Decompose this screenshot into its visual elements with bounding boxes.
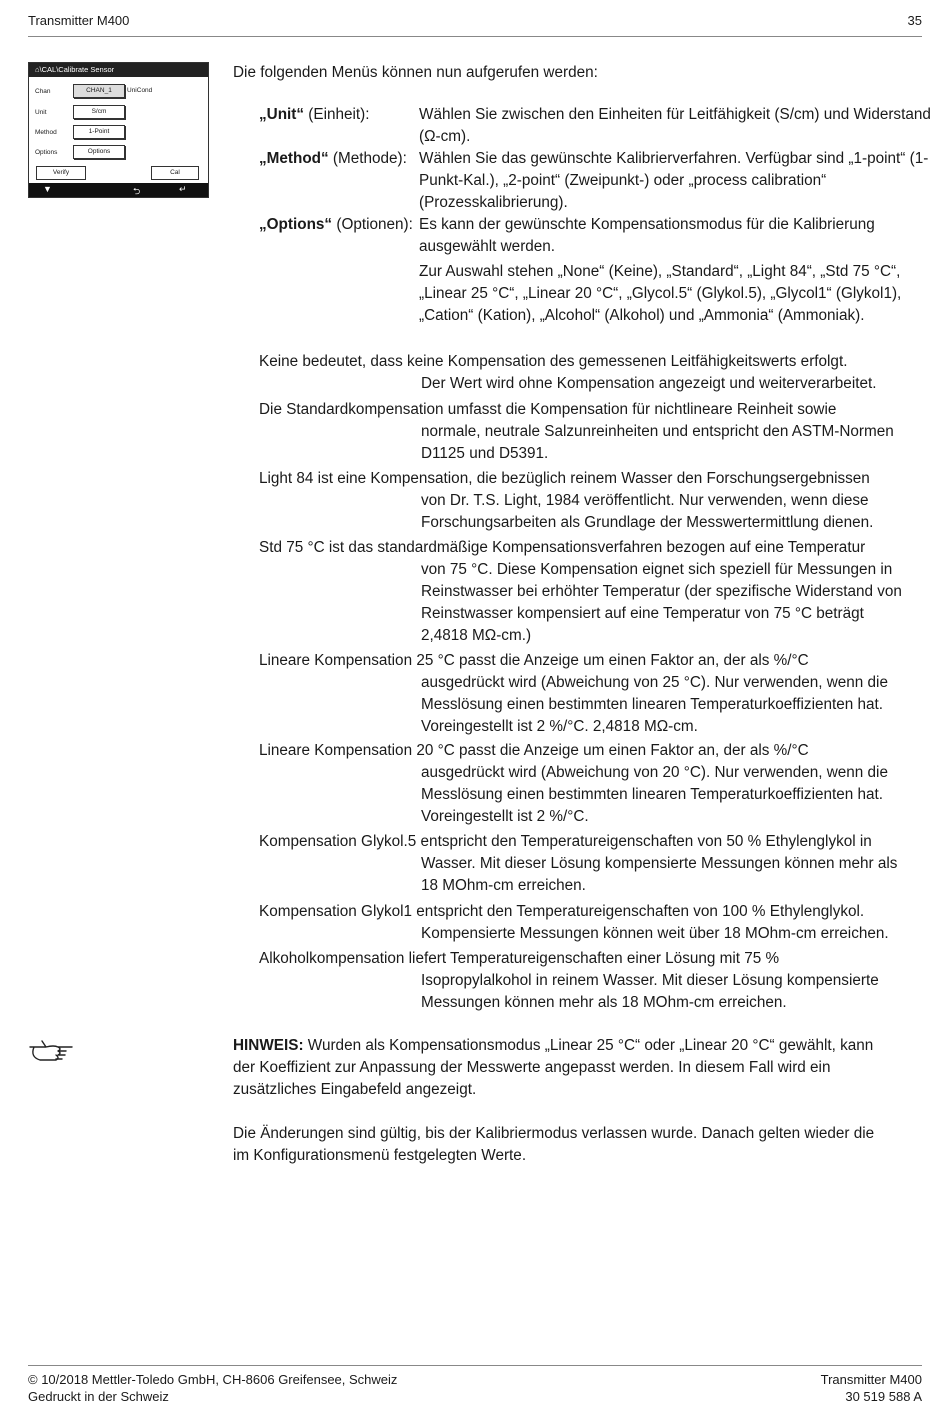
compensation-paragraph	[259, 948, 923, 1014]
device-label: Chan	[35, 88, 51, 95]
home-icon: ⌂	[35, 65, 40, 74]
paragraph-first-line: Light 84 ist eine Kompensation, die bezüglich reinem Wasser den Forschungsergebnissen	[259, 470, 870, 487]
term-method: „Method“	[259, 150, 329, 167]
compensation-paragraph	[259, 901, 923, 945]
term-gloss: (Einheit):	[304, 106, 370, 123]
paragraph-continuation-line: Voreingestellt ist 2 %/°C.	[421, 808, 589, 825]
footer-printed: Gedruckt in der Schweiz	[28, 1389, 169, 1404]
device-label: Unit	[35, 109, 47, 116]
paragraph-continuation-line: Kompensierte Messungen können weit über 18 MOhm-cm erreichen.	[421, 925, 889, 942]
paragraph-continuation-line: von 75 °C. Diese Kompensation eignet sich speziell für Messungen in	[421, 561, 893, 578]
device-title: \CAL\Calibrate Sensor	[39, 65, 115, 74]
definition-desc: Es kann der gewünschte Kompensationsmodus für die Kalibrierung ausgewählt werden.	[419, 216, 875, 255]
paragraph-first-line: Keine bedeutet, dass keine Kompensation des gemessenen Leitfähigkeitswerts erfolgt.	[259, 353, 848, 370]
paragraph-first-line: Alkoholkompensation liefert Temperatureigenschaften einer Lösung mit 75 %	[259, 950, 780, 967]
closing-text: Die Änderungen sind gültig, bis der Kalibriermodus verlassen wurde. Danach gelten wieder die im Konfigurationsmenü festgelegten Werte.	[233, 1125, 875, 1164]
paragraph-continuation-line: Wasser. Mit dieser Lösung kompensierte Messungen können mehr als	[421, 855, 898, 872]
paragraph-first-line: Kompensation Glykol.5 entspricht den Temperatureigenschaften von 50 % Ethylenglykol in	[259, 833, 872, 850]
paragraph-continuation-line: Messlösung einen bestimmten linearen Temperaturkoeffizienten hat.	[421, 696, 884, 713]
footer-rule	[28, 1365, 922, 1366]
device-title-bar	[29, 63, 208, 77]
header-title: Transmitter M400	[28, 13, 130, 28]
paragraph-first-line: Lineare Kompensation 25 °C passt die Anzeige um einen Faktor an, der als %/°C	[259, 652, 809, 669]
paragraph-continuation-line: Messungen können mehr als 18 MOhm-cm erreichen.	[421, 994, 787, 1011]
paragraph-continuation-line: Messlösung einen bestimmten linearen Temperaturkoeffizienten hat.	[421, 786, 884, 803]
term-gloss: (Optionen):	[332, 216, 413, 233]
footer-product: Transmitter M400	[820, 1372, 922, 1387]
device-row-chan	[29, 83, 208, 99]
arrow-down-icon[interactable]: ▼	[43, 184, 52, 194]
device-field-options[interactable]: Options	[73, 145, 125, 159]
device-field-unit[interactable]: S/cm	[73, 105, 125, 119]
intro-text: Die folgenden Menüs können nun aufgerufen werden:	[233, 64, 598, 81]
definition-desc: Wählen Sie das gewünschte Kalibrierverfahren. Verfügbar sind „1-point“ (1-Punkt-Kal.), „2-point“ (Zweipunkt-) oder „process calibration“ (Prozesskalibrierung).	[419, 150, 929, 211]
paragraph-continuation-line: Voreingestellt ist 2 %/°C. 2,4818 MΩ-cm.	[421, 718, 698, 735]
note-block	[233, 1035, 893, 1101]
term-unit: „Unit“	[259, 106, 305, 123]
device-row-unit	[29, 104, 208, 120]
device-verify-button[interactable]: Verify	[36, 166, 86, 180]
options-list: Zur Auswahl stehen „None“ (Keine), „Standard“, „Light 84“, „Std 75 °C“, „Linear 25 °C“, „Linear 20 °C“, „Glycol.5“ (Glykol.5), „Glycol1“ (Glykol1), „Cation“ (Kation), „Alcohol“ (Alkohol) und „Ammonia“ (Ammoniak).	[419, 263, 902, 324]
paragraph-continuation-line: von Dr. T.S. Light, 1984 veröffentlicht. Nur verwenden, wenn diese	[421, 492, 869, 509]
term-gloss: (Methode):	[328, 150, 407, 167]
paragraph-first-line: Die Standardkompensation umfasst die Kompensation für nichtlineare Reinheit sowie	[259, 401, 837, 418]
device-row-options	[29, 144, 208, 160]
header-rule	[28, 36, 922, 37]
device-row-method	[29, 124, 208, 140]
note-label: HINWEIS:	[233, 1037, 304, 1054]
paragraph-continuation-line: 2,4818 MΩ-cm.)	[421, 627, 532, 644]
paragraph-continuation-line: normale, neutrale Salzunreinheiten und entspricht den ASTM-Normen	[421, 423, 894, 440]
paragraph-first-line: Std 75 °C ist das standardmäßige Kompensationsverfahren bezogen auf eine Temperatur	[259, 539, 866, 556]
device-field-chan[interactable]: CHAN_1	[73, 84, 125, 98]
compensation-paragraph	[259, 831, 923, 897]
paragraph-continuation-line: Isopropylalkohol in reinem Wasser. Mit dieser Lösung kompensierte	[421, 972, 879, 989]
enter-icon[interactable]: ↵	[179, 184, 187, 194]
definition-desc: Wählen Sie zwischen den Einheiten für Leitfähigkeit (S/cm) und Widerstand (Ω-cm).	[419, 106, 931, 145]
paragraph-continuation-line: Der Wert wird ohne Kompensation angezeigt und weiterverarbeitet.	[421, 375, 877, 392]
paragraph-continuation-line: 18 MOhm-cm erreichen.	[421, 877, 586, 894]
paragraph-continuation-line: Forschungsarbeiten als Grundlage der Messwertermittlung dienen.	[421, 514, 874, 531]
footer-doc-number: 30 519 588 A	[845, 1389, 922, 1404]
paragraph-first-line: Lineare Kompensation 20 °C passt die Anzeige um einen Faktor an, der als %/°C	[259, 742, 809, 759]
compensation-paragraph	[259, 740, 923, 828]
paragraph-continuation-line: Reinstwasser kompensiert auf eine Temperatur von 75 °C beträgt	[421, 605, 864, 622]
paragraph-continuation-line: ausgedrückt wird (Abweichung von 25 °C). Nur verwenden, wenn die	[421, 674, 888, 691]
device-cal-button[interactable]: Cal	[151, 166, 199, 180]
pointing-hand-icon	[28, 1038, 74, 1066]
compensation-paragraph	[259, 650, 923, 738]
device-field-method[interactable]: 1-Point	[73, 125, 125, 139]
compensation-paragraph	[259, 399, 923, 465]
device-label: Method	[35, 129, 57, 136]
back-icon[interactable]: ⮌	[133, 186, 141, 196]
paragraph-continuation-line: D1125 und D5391.	[421, 445, 549, 462]
device-nav-bar	[29, 183, 208, 197]
compensation-paragraph	[259, 537, 923, 647]
paragraph-continuation-line: ausgedrückt wird (Abweichung von 20 °C). Nur verwenden, wenn die	[421, 764, 888, 781]
compensation-paragraph	[259, 351, 923, 395]
paragraph-first-line: Kompensation Glykol1 entspricht den Temperatureigenschaften von 100 % Ethylenglykol.	[259, 903, 865, 920]
device-label: Options	[35, 149, 58, 156]
device-screen	[28, 62, 209, 198]
paragraph-continuation-line: Reinstwasser bei erhöhter Temperatur (der spezifische Widerstand von	[421, 583, 902, 600]
term-options: „Options“	[259, 216, 333, 233]
compensation-paragraph	[259, 468, 923, 534]
note-text: Wurden als Kompensationsmodus „Linear 25 °C“ oder „Linear 20 °C“ gewählt, kann der Koeffizient zur Anpassung der Messwerte angepasst werden. In diesem Fall wird ein zusätzliches Eingabefeld angezeigt.	[233, 1037, 874, 1098]
device-extra: UniCond	[127, 87, 153, 94]
page-number: 35	[907, 13, 922, 28]
footer-copyright: © 10/2018 Mettler-Toledo GmbH, CH-8606 Greifensee, Schweiz	[28, 1372, 398, 1387]
